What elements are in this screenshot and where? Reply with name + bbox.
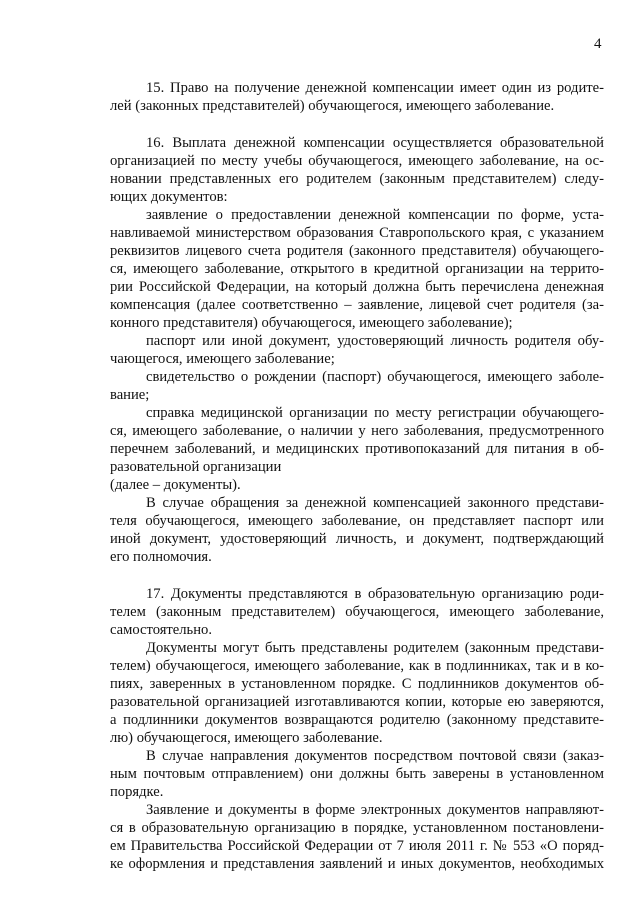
text-line: ся в образовательную организацию в порядке, установленном постановлени- [110,820,604,836]
text-line: перечнем заболеваний, и медицинских противопоказаний для питания в об- [110,441,604,457]
text-line: телем (законным представителем) обучающегося, имеющего заболевание, [110,604,604,620]
text-line: 17. Документы представляются в образовательную организацию роди- [146,586,604,602]
text-line: чающегося, имеющего заболевание; [110,351,335,367]
text-line: его полномочия. [110,549,212,565]
text-line: лю) обучающегося, имеющего заболевание. [110,730,383,746]
text-line: порядке. [110,784,164,800]
text-line: ся, имеющего заболевание, открытого в кредитной организации на террито- [110,261,604,277]
text-line: пиях, заверенных в установленном порядке. С подлинников документов об- [110,676,604,692]
text-line: разовательной организацией изготавливаются копии, которые ею заверяются, [110,694,604,710]
text-line: лей (законных представителей) обучающегося, имеющего заболевание. [110,98,555,114]
text-line: ке оформления и представления заявлений и иных документов, необходимых [110,856,604,872]
text-line: конного представителя) обучающегося, имеющего заболевание); [110,315,513,331]
text-line: В случае направления документов посредством почтовой связи (заказ- [146,748,604,764]
text-line: (далее – документы). [110,477,241,493]
text-line: телем) обучающегося, имеющего заболевание, как в подлинниках, так и в ко- [110,658,604,674]
text-line: разовательной организации [110,459,282,475]
text-line: а подлинники документов возвращаются родителю (законному представите- [110,712,604,728]
text-line: реквизитов лицевого счета родителя (законного представителя) обучающего- [110,243,604,259]
text-line: справка медицинской организации по месту регистрации обучающего- [146,405,604,421]
text-line: теля обучающегося, имеющего заболевание, он представляет паспорт или [110,513,604,529]
text-line: организацией по месту учебы обучающегося, имеющего заболевание, на ос- [110,153,604,169]
text-line: 15. Право на получение денежной компенсации имеет один из родите- [146,80,604,96]
text-line: вание; [110,387,150,403]
text-line: ющих документов: [110,189,228,205]
text-line: паспорт или иной документ, удостоверяющий личность родителя обу- [146,333,604,349]
page-number: 4 [594,36,602,52]
text-line: заявление о предоставлении денежной компенсации по форме, уста- [146,207,604,223]
text-line: самостоятельно. [110,622,212,638]
text-line: иной документ, удостоверяющий личность, и документ, подтверждающий [110,531,604,547]
text-line: навливаемой министерством образования Ставропольского края, с указанием [110,225,604,241]
text-line: ем Правительства Российской Федерации от 7 июля 2011 г. № 553 «О поряд- [110,838,604,854]
text-line: В случае обращения за денежной компенсацией законного представи- [146,495,604,511]
text-line: новании представленных его родителем (законным представителем) следу- [110,171,604,187]
text-line: ся, имеющего заболевание, о наличии у него заболевания, предусмотренного [110,423,604,439]
text-line: компенсация (далее соответственно – заявление, лицевой счет родителя (за- [110,297,604,313]
text-line: Документы могут быть представлены родителем (законным представи- [146,640,604,656]
text-line: 16. Выплата денежной компенсации осуществляется образовательной [146,135,604,151]
text-line: свидетельство о рождении (паспорт) обучающегося, имеющего заболе- [146,369,604,385]
text-line: Заявление и документы в форме электронных документов направляют- [146,802,604,818]
text-line: ным почтовым отправлением) они должны быть заверены в установленном [110,766,604,782]
text-line: рии Российской Федерации, на который должна быть перечислена денежная [110,279,604,295]
